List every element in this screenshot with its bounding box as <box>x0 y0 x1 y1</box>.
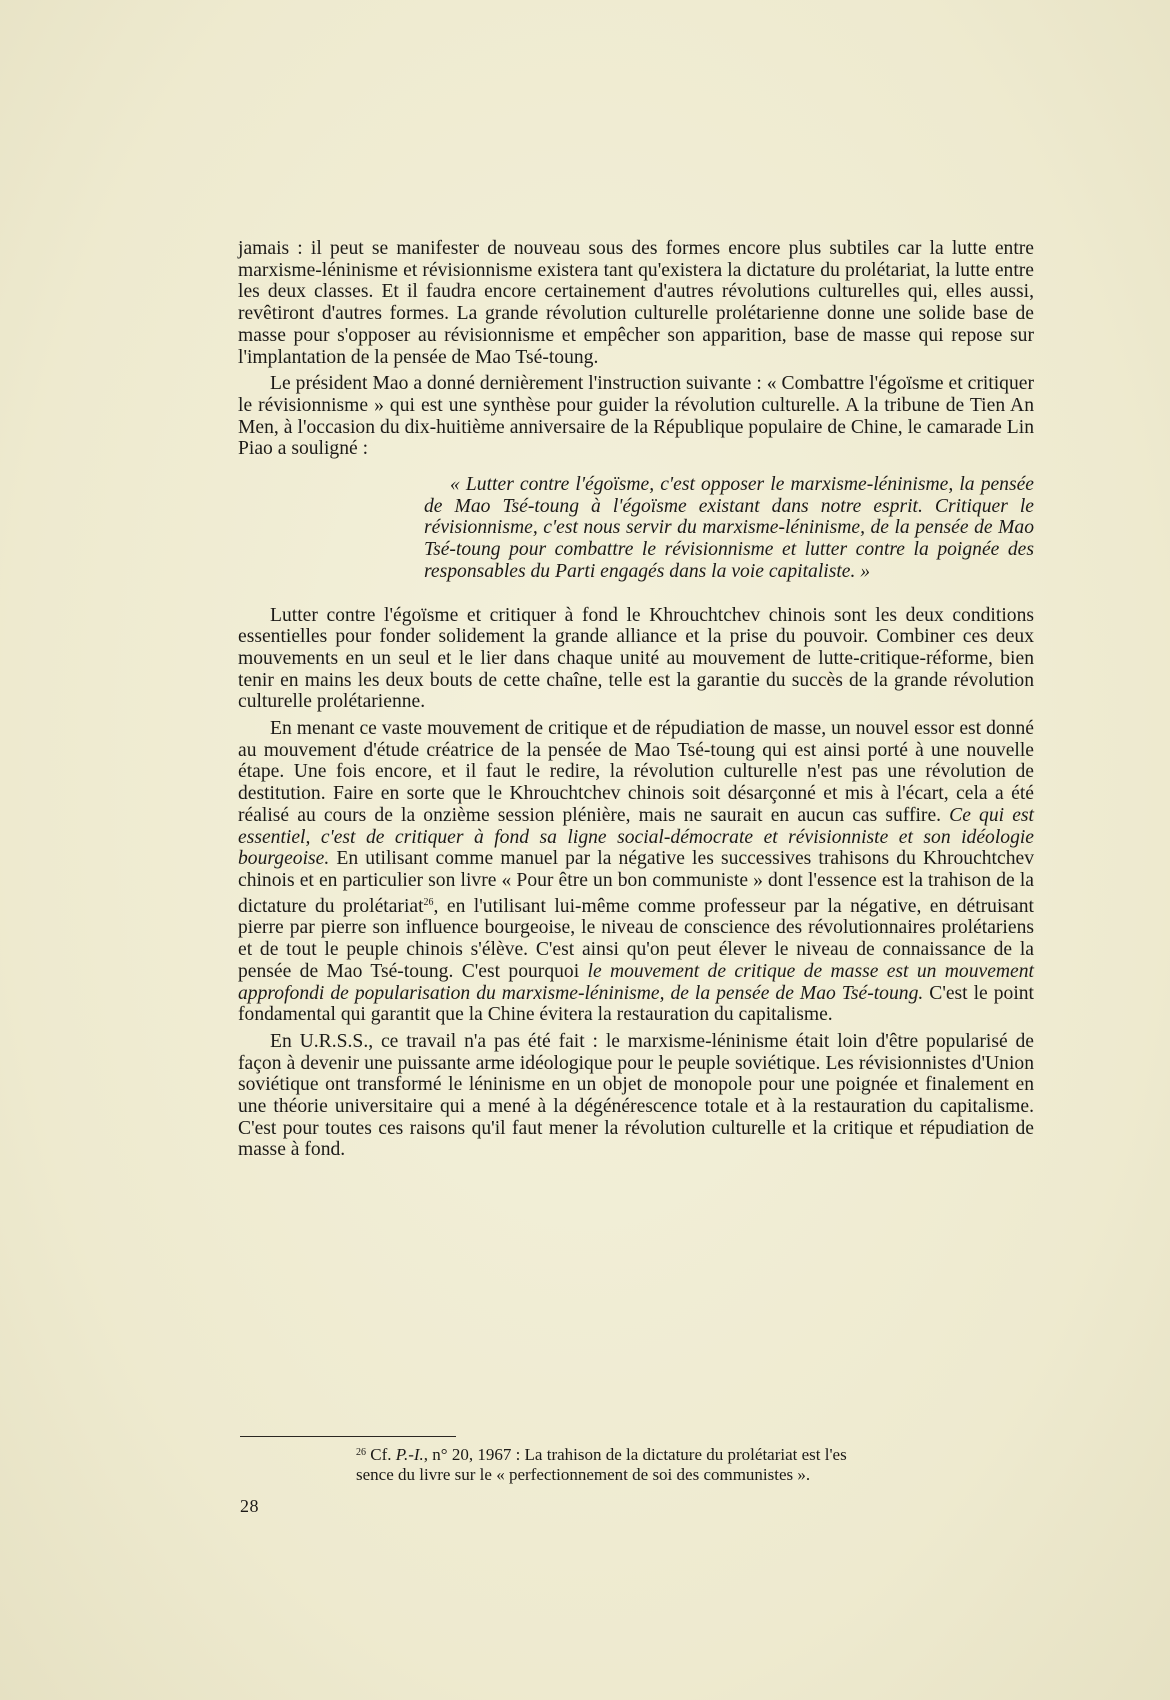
paragraph-4-part-d: , en l'utilisant lui-même comme professeur par la négative, en détruisant pierre par pierre son influence bourgeoise, le niveau de conscience des révolutionnaires prolétariens et de tout le peuple chinois s'élève. C'est ainsi qu'on peut élever le niveau de connaissance de la pensée de Mao Tsé-toung. C'est pourquoi <box>238 895 1034 982</box>
footnote-source: P.-I. <box>395 1445 424 1464</box>
block-quote: « Lutter contre l'égoïsme, c'est opposer le marxisme-léninisme, la pensée de Mao Tsé-toung à l'égoïsme existant dans notre esprit. Critiquer le révisionnisme, c'est nous servir du marxisme-léninisme, de la pensée de Mao Tsé-toung pour combattre le révisionnisme et lutter contre la poignée des responsables du Parti engagés dans la voie capitaliste. » <box>424 474 1034 582</box>
footnote-text-b: , n° 20, 1967 : La trahison de la dictature du prolétariat est l'es <box>423 1445 847 1464</box>
paragraph-4-part-c: En utilisant comme manuel par la négative les successives trahisons du Khrouchtchev chinois et en particulier son livre « Pour être un bon communiste » dont l'essence est la trahison de la dictature du prolétariat <box>238 848 1034 917</box>
paragraph-2: Le président Mao a donné dernièrement l'instruction suivante : « Combattre l'égoïsme et critiquer le révisionnisme » qui est une synthèse pour guider la révolution culturelle. A la tribune de Tien An Men, à l'occasion du dix-huitième anniversaire de la République populaire de Chine, le camarade Lin Piao a souligné : <box>238 373 1034 460</box>
paragraph-3: Lutter contre l'égoïsme et critiquer à fond le Khrouchtchev chinois sont les deux conditions essentielles pour fonder solidement la grande alliance et la prise du pouvoir. Combiner ces deux mouvements en un seul et le lier dans chaque unité au mouvement de lutte-critique-réforme, bien tenir en mains les deux bouts de cette chaîne, telle est la garantie du succès de la grande révolution culturelle prolétarienne. <box>238 604 1034 713</box>
paragraph-4-part-f: C'est le point fondamental qui garantit que la Chine évitera la restauration du capitalisme. <box>238 982 1035 1026</box>
paragraph-5: En U.R.S.S., ce travail n'a pas été fait : le marxisme-léninisme était loin d'être popularisé de façon à devenir une puissante arme idéologique pour le peuple soviétique. Les révisionnistes d'Union soviétique ont transformé le léninisme en un objet de monopole pour une poignée et finalement en une théorie universitaire qui a mené à la dégénérescence totale et à la restauration du capitalisme. C'est pour toutes ces raisons qu'il faut mener la révolution culturelle et la critique et répudiation de masse à fond. <box>238 1030 1034 1161</box>
footnote <box>356 1443 1034 1484</box>
page-number: 28 <box>240 1496 259 1516</box>
body-text <box>238 238 1034 1166</box>
footnote-number: 26 <box>356 1447 366 1458</box>
paragraph-4-emphasis-2: le mouvement de critique de masse est un mouvement approfondi de popularisation du marxisme-léninisme, de la pensée de Mao Tsé-toung. <box>238 960 1034 1004</box>
footnote-text-c: sence du livre sur le « perfectionnement de soi des communistes ». <box>356 1464 811 1484</box>
paragraph-4-part-a: En menant ce vaste mouvement de critique et de répudiation de masse, un nouvel essor est donné au mouvement d'étude créatrice de la pensée de Mao Tsé-toung qui est ainsi porté à une nouvelle étape. Une fois encore, et il faut le redire, la révolution culturelle n'est pas une révolution de destitution. Faire en sorte que le Khrouchtchev chinois soit désarçonné et mis à l'écart, cela a été réalisé au cours de la onzième session plénière, mais ne saurait en aucun cas suffire. <box>238 718 1034 826</box>
footnote-rule <box>240 1436 456 1437</box>
footnote-text-a: Cf. <box>366 1445 396 1464</box>
footnote-ref-26[interactable]: 26 <box>423 896 434 908</box>
paragraph-1: jamais : il peut se manifester de nouveau sous des formes encore plus subtiles car la lutte entre marxisme-léninisme et révisionnisme existera tant qu'existera la dictature du prolétariat, la lutte entre les deux classes. Et il faudra encore certainement d'autres révolutions culturelles qui, elles aussi, revêtiront d'autres formes. La grande révolution culturelle prolétarienne donne une solide base de masse pour s'opposer au révisionnisme et empêcher son apparition, base de masse qui repose sur l'implantation de la pensée de Mao Tsé-toung. <box>238 238 1034 368</box>
paragraph-4-emphasis-1: Ce qui est essentiel, c'est de critiquer à fond sa ligne social-démocrate et révisionniste et son idéologie bourgeoise. <box>238 804 1034 870</box>
paragraph-4 <box>238 718 1034 1026</box>
